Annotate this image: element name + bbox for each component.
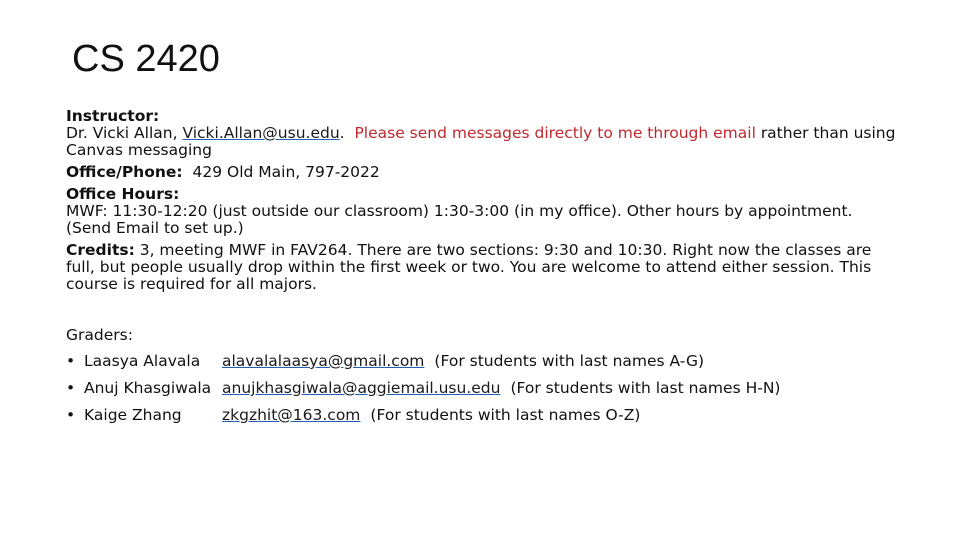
office-hours-value: MWF: 11:30-12:20 (just outside our classroom) 1:30-3:00 (in my office). Other hours by appointment. (Send Email to set up.) [66, 202, 853, 237]
grader-item [66, 380, 896, 407]
grader-name: Laasya Alavala [84, 352, 201, 370]
instructor-details [66, 125, 896, 159]
syllabus-content [66, 108, 896, 434]
grader-name: Anuj Khasgiwala [84, 379, 212, 397]
office-hours-label: Office Hours: [66, 185, 180, 203]
graders-list [66, 353, 896, 434]
instructor-email-link[interactable]: Vicki.Allan@usu.edu [182, 124, 340, 142]
bullet-icon: • [66, 406, 76, 424]
grader-item [66, 353, 896, 380]
instructor-email-period: . [339, 124, 345, 142]
credits-section [66, 242, 896, 293]
instructor-name: Dr. Vicki Allan, [66, 124, 178, 142]
grader-note: (For students with last names O-Z) [370, 406, 641, 424]
credits-value: 3, meeting MWF in FAV264. There are two sections: 9:30 and 10:30. Right now the classes are full, but people usually drop within the first week or two. You are welcome to attend either session. This course is required for all majors. [66, 241, 872, 293]
email-note-rest: rather than using Canvas messaging [66, 124, 896, 159]
grader-email-link[interactable]: zkgzhit@163.com [222, 406, 361, 424]
bullet-icon: • [66, 379, 76, 397]
office-phone-label: Office/Phone: [66, 163, 183, 181]
page-title: CS 2420 [72, 38, 220, 80]
office-phone-line [66, 164, 896, 181]
grader-name: Kaige Zhang [84, 406, 182, 424]
grader-note: (For students with last names H-N) [510, 379, 781, 397]
office-hours-section [66, 186, 896, 237]
bullet-icon: • [66, 352, 76, 370]
grader-item [66, 407, 896, 434]
grader-email-link[interactable]: alavalalaasya@gmail.com [222, 352, 425, 370]
office-phone-value: 429 Old Main, 797-2022 [192, 163, 380, 181]
credits-label: Credits: [66, 241, 135, 259]
instructor-section [66, 108, 896, 159]
grader-email-link[interactable]: anujkhasgiwala@aggiemail.usu.edu [222, 379, 501, 397]
instructor-label: Instructor: [66, 107, 160, 125]
grader-note: (For students with last names A-G) [434, 352, 705, 370]
graders-heading: Graders: [66, 326, 133, 344]
email-note-highlight: Please send messages directly to me through email [354, 124, 756, 142]
